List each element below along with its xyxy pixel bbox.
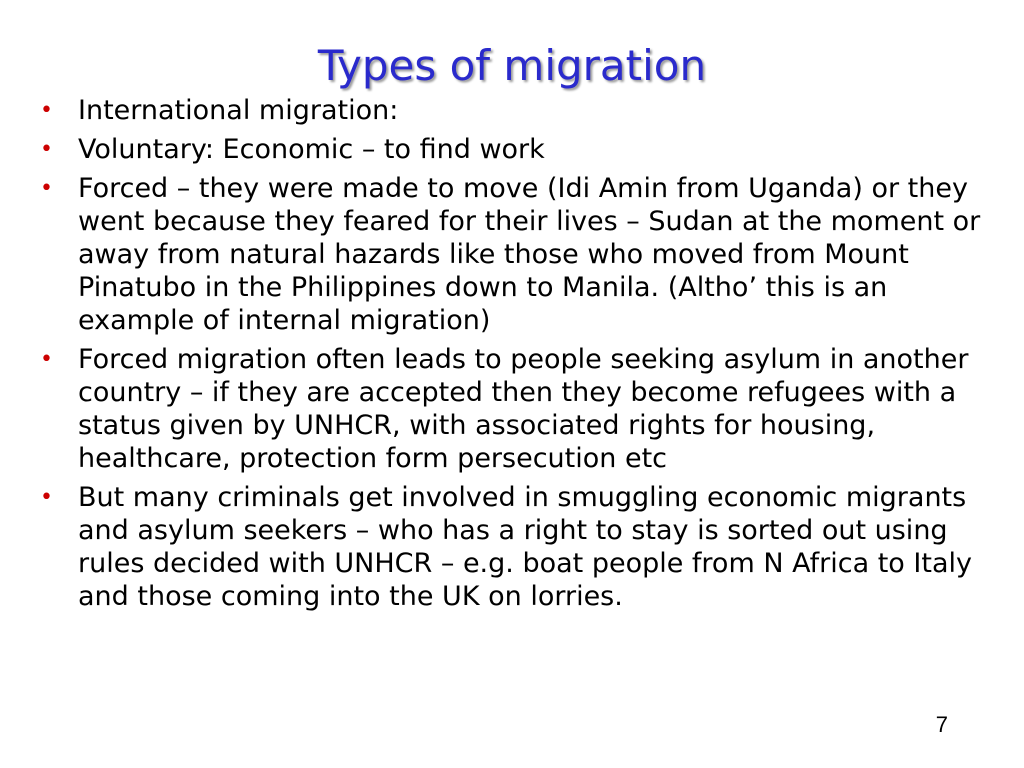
bullet-item-5 — [40, 481, 1000, 613]
bullet-text: But many criminals get involved in smuggling economic migrants and asylum seekers – who has a right to stay is sorted out using rules decided with UNHCR – e.g. boat people from N Africa to Italy and those coming into the UK on lorries. — [78, 482, 972, 612]
bullet-text: Forced migration often leads to people seeking asylum in another country – if they are accepted then they become refugees with a status given by UNHCR, with associated rights for housing, healthcare, protection form persecution etc — [78, 344, 969, 474]
bullet-item-4 — [40, 343, 1000, 475]
bullet-item-3 — [40, 172, 1000, 337]
bullet-icon: • — [40, 98, 53, 123]
bullet-item-1 — [40, 94, 1000, 127]
bullet-icon: • — [40, 137, 53, 162]
bullet-icon: • — [40, 347, 53, 372]
page-number: 7 — [935, 712, 948, 737]
bullet-item-2 — [40, 133, 1000, 166]
bullet-icon: • — [40, 485, 53, 510]
bullet-icon: • — [40, 176, 53, 201]
bullet-list — [40, 94, 1000, 619]
slide-title: Types of migration — [317, 41, 707, 90]
bullet-text: International migration: — [78, 95, 399, 126]
bullet-text: Voluntary: Economic – to find work — [78, 134, 545, 165]
bullet-text: Forced – they were made to move (Idi Amin from Uganda) or they went because they feared for their lives – Sudan at the moment or away from natural hazards like those who moved from Mount Pinatubo in the Philippines down to Manila. (Altho’ this is an example of internal migration) — [78, 173, 981, 336]
